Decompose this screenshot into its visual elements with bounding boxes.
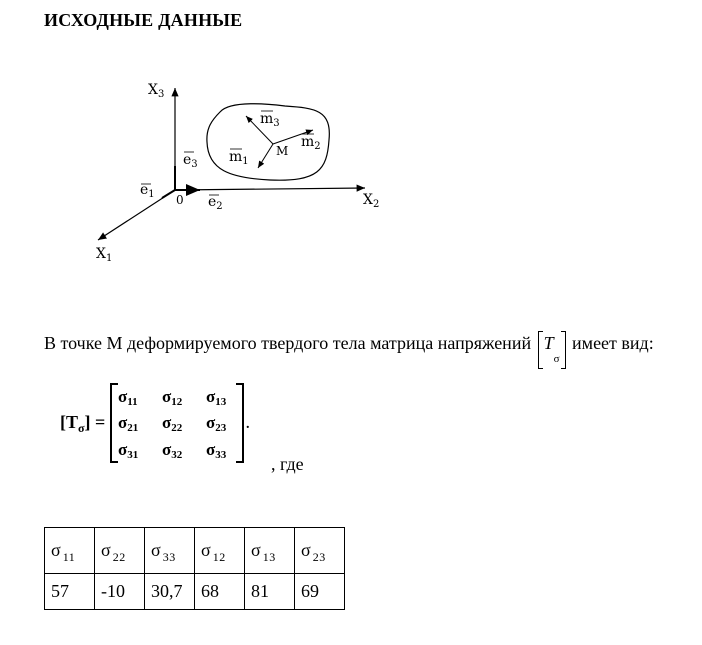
- e1-vector: [162, 190, 175, 198]
- table-header-cell: σ $_{23}$: [295, 528, 345, 574]
- table-cell: 69: [295, 574, 345, 610]
- m1-vector: [258, 144, 273, 168]
- stress-matrix: [58, 380, 268, 466]
- e2-label: $e_2$: [208, 194, 223, 212]
- axis-x2-label: $X_2$: [363, 192, 380, 210]
- table-header-row: [45, 528, 345, 574]
- m3-label: $m_3$: [260, 111, 280, 129]
- table-header-cell: σ $_{33}$: [145, 528, 195, 574]
- description-text-before: В точке М деформируемого твердого тела матрица напряжений: [44, 333, 532, 353]
- svg-text:σ22: σ22: [162, 413, 183, 434]
- svg-text:σ11: σ11: [118, 387, 138, 408]
- svg-text:σ23: σ23: [206, 413, 227, 434]
- e1-label: $e_1$: [140, 182, 155, 200]
- page-heading: ИСХОДНЫЕ ДАННЫЕ: [44, 10, 243, 30]
- svg-text:σ13: σ13: [206, 387, 227, 408]
- description-paragraph: [44, 333, 654, 365]
- svg-text:σ12: σ12: [162, 387, 183, 408]
- table-cell: -10: [95, 574, 145, 610]
- description-text-after: имеет вид:: [572, 333, 654, 353]
- coordinate-diagram: [80, 70, 400, 270]
- matrix-lhs: $[T_\sigma]$ =: [60, 412, 106, 435]
- matrix-row-2: [118, 413, 227, 434]
- matrix-row-1: [118, 387, 227, 408]
- table-header-cell: σ $_{13}$: [245, 528, 295, 574]
- input-values-table: [44, 527, 345, 610]
- table-header-cell: σ $_{12}$: [195, 528, 245, 574]
- matrix-dot: .: [246, 417, 250, 432]
- svg-text:σ31: σ31: [118, 440, 139, 461]
- svg-text:σ32: σ32: [162, 440, 183, 461]
- where-suffix: , где: [271, 454, 304, 474]
- origin-label: 0: [176, 193, 184, 207]
- table-header-cell: σ $_{11}$: [45, 528, 95, 574]
- table-header-cell: σ $_{22}$: [95, 528, 145, 574]
- axis-x3-label: $X_3$: [148, 82, 165, 100]
- table-cell: 68: [195, 574, 245, 610]
- point-m-label: M: [276, 144, 289, 158]
- axis-x1-label: $X_1$: [96, 246, 113, 264]
- table-cell: 30,7: [145, 574, 195, 610]
- axis-x2: [175, 188, 365, 190]
- svg-text:σ33: σ33: [206, 440, 227, 461]
- table-row: [45, 574, 345, 610]
- stress-tensor-symbol: $T_\sigma$: [538, 333, 566, 357]
- e3-label: $e_3$: [183, 152, 198, 170]
- table-cell: 57: [45, 574, 95, 610]
- svg-text:σ21: σ21: [118, 413, 139, 434]
- table-cell: 81: [245, 574, 295, 610]
- m2-label: $m_2$: [301, 134, 321, 152]
- m1-label: $m_1$: [229, 149, 249, 167]
- matrix-row-3: [118, 440, 227, 461]
